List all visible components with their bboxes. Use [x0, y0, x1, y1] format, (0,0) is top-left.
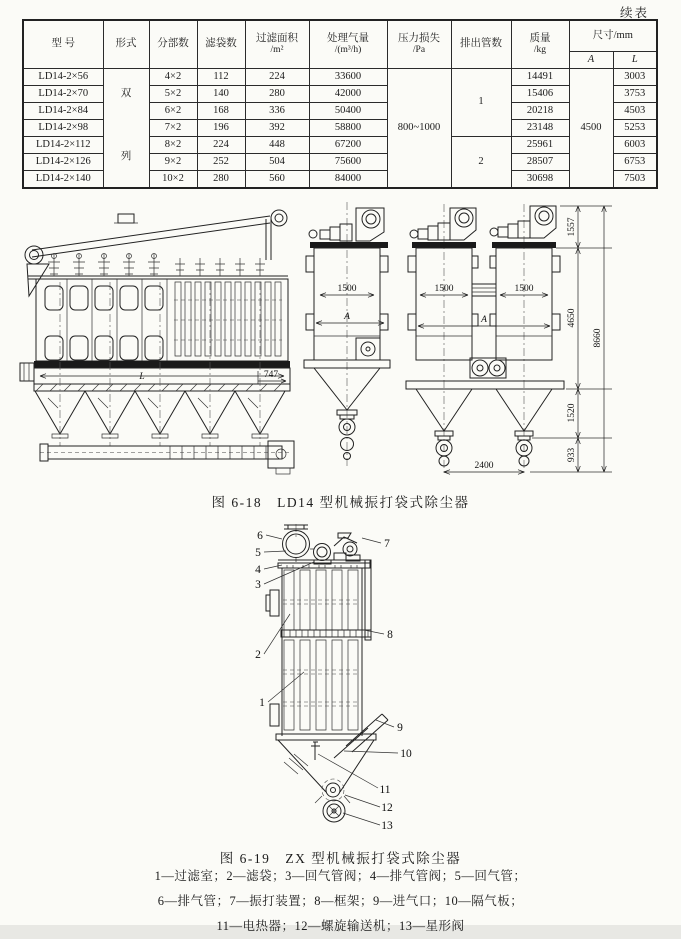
cell-dim-l: 6753 — [613, 154, 657, 171]
table-row — [23, 69, 657, 86]
part-label: 10 — [400, 748, 412, 760]
figure-618-drawing — [20, 198, 662, 490]
dimension-label: 1557 — [567, 217, 577, 237]
fig618-front-view — [304, 202, 390, 468]
cell-dim-l: 7503 — [613, 171, 657, 188]
legend-line: 11—电热器；12—螺旋输送机；13—星形阀 — [216, 919, 465, 933]
form-top: 双 — [120, 87, 132, 99]
dimension-label: A — [481, 315, 487, 325]
col-header-bags: 滤袋数 — [197, 20, 245, 69]
figure-619-legend — [0, 864, 681, 939]
cell-bags: 252 — [197, 154, 245, 171]
figure-619-drawing — [222, 524, 467, 846]
cell-volume: 42000 — [309, 86, 387, 103]
cell-dim-a: 4500 — [569, 69, 613, 188]
cell-bags: 168 — [197, 103, 245, 120]
cell-model: LD14-2×140 — [23, 171, 103, 188]
cell-volume: 84000 — [309, 171, 387, 188]
cell-dim-l: 4503 — [613, 103, 657, 120]
part-label: 11 — [379, 784, 391, 796]
cell-volume: 50400 — [309, 103, 387, 120]
cell-dim-l: 3753 — [613, 86, 657, 103]
cell-area: 224 — [245, 69, 309, 86]
dimension-label: 8660 — [593, 328, 603, 348]
cell-mass: 25961 — [511, 137, 569, 154]
col-header-area-unit: /m² — [270, 45, 284, 56]
cell-outlets-group2: 2 — [451, 137, 511, 188]
legend-line: 1—过滤室；2—滤袋；3—回气管阀；4—排气管阀；5—回气管； — [154, 869, 527, 883]
cell-volume: 67200 — [309, 137, 387, 154]
part-label: 6 — [257, 530, 263, 542]
cell-form — [103, 69, 149, 188]
part-label: 4 — [255, 564, 261, 576]
cell-mass: 20218 — [511, 103, 569, 120]
cell-sections: 9×2 — [149, 154, 197, 171]
part-label: 12 — [381, 802, 393, 814]
col-header-pressure-label: 压力损失 — [398, 33, 440, 44]
cell-dim-l: 6003 — [613, 137, 657, 154]
cell-mass: 30698 — [511, 171, 569, 188]
cell-area: 560 — [245, 171, 309, 188]
cell-area: 448 — [245, 137, 309, 154]
part-label: 2 — [255, 649, 261, 661]
dimension-label: 4650 — [567, 308, 577, 328]
dimension-label: 1500 — [337, 284, 357, 294]
col-header-area-label: 过滤面积 — [256, 33, 298, 44]
cell-mass: 28507 — [511, 154, 569, 171]
cell-bags: 140 — [197, 86, 245, 103]
cell-sections: 8×2 — [149, 137, 197, 154]
cell-model: LD14-2×56 — [23, 69, 103, 86]
fig618-double-view — [406, 204, 564, 474]
cell-volume: 58800 — [309, 120, 387, 137]
cell-bags: 196 — [197, 120, 245, 137]
cell-sections: 10×2 — [149, 171, 197, 188]
cell-model: LD14-2×126 — [23, 154, 103, 171]
cell-volume: 33600 — [309, 69, 387, 86]
part-label: 1 — [259, 697, 265, 709]
col-header-volume-label: 处理气量 — [327, 33, 369, 44]
cell-area: 336 — [245, 103, 309, 120]
cell-area: 280 — [245, 86, 309, 103]
part-label: 8 — [387, 629, 393, 641]
col-header-area — [245, 20, 309, 69]
cell-mass: 14491 — [511, 69, 569, 86]
cell-model: LD14-2×112 — [23, 137, 103, 154]
cell-pressure: 800~1000 — [387, 69, 451, 188]
cell-area: 504 — [245, 154, 309, 171]
dimension-label: 1520 — [567, 403, 577, 423]
dimension-label: 1500 — [434, 284, 454, 294]
cell-model: LD14-2×84 — [23, 103, 103, 120]
cell-mass: 15406 — [511, 86, 569, 103]
cell-model: LD14-2×98 — [23, 120, 103, 137]
figure-619-caption: 图 6-19 ZX 型机械振打袋式除尘器 — [219, 851, 462, 866]
figure-618-caption: 图 6-18 LD14 型机械振打袋式除尘器 — [211, 495, 470, 510]
col-header-volume — [309, 20, 387, 69]
cell-volume: 75600 — [309, 154, 387, 171]
col-header-dims: 尺寸/mm — [569, 20, 657, 52]
cell-dim-l: 3003 — [613, 69, 657, 86]
cell-bags: 112 — [197, 69, 245, 86]
col-header-mass-unit: /kg — [533, 45, 547, 56]
part-label: 7 — [384, 538, 390, 550]
fig618-side-view — [20, 210, 294, 474]
spec-table — [22, 19, 658, 189]
dimension-label: 747 — [263, 370, 279, 380]
col-header-pressure — [387, 20, 451, 69]
dimension-label: L — [139, 372, 145, 382]
part-label: 5 — [255, 547, 261, 559]
cell-mass: 23148 — [511, 120, 569, 137]
part-label: 9 — [397, 722, 403, 734]
fig619-body — [266, 524, 391, 822]
col-header-dim-l: L — [613, 52, 657, 69]
dimension-label: 1500 — [514, 284, 534, 294]
col-header-model: 型 号 — [23, 20, 103, 69]
cell-bags: 280 — [197, 171, 245, 188]
cell-bags: 224 — [197, 137, 245, 154]
col-header-sections: 分部数 — [149, 20, 197, 69]
col-header-dim-a: A — [569, 52, 613, 69]
col-header-mass — [511, 20, 569, 69]
fig619-part-labels — [255, 530, 412, 832]
cell-sections: 5×2 — [149, 86, 197, 103]
col-header-volume-unit: /(m³/h) — [334, 45, 362, 56]
table-continued-label: 续表 — [619, 6, 649, 20]
col-header-pressure-unit: /Pa — [412, 45, 426, 56]
form-bottom: 列 — [120, 151, 132, 163]
cell-dim-l: 5253 — [613, 120, 657, 137]
part-label: 3 — [255, 579, 261, 591]
col-header-mass-label: 质量 — [529, 33, 551, 44]
cell-outlets-group1: 1 — [451, 69, 511, 137]
part-label: 13 — [381, 820, 393, 832]
cell-model: LD14-2×70 — [23, 86, 103, 103]
legend-line: 6—排气管；7—振打装置；8—框架；9—进气口；10—隔气板； — [157, 894, 524, 908]
dimension-label: A — [344, 312, 350, 322]
cell-area: 392 — [245, 120, 309, 137]
dimension-label: 933 — [567, 447, 577, 463]
cell-sections: 6×2 — [149, 103, 197, 120]
cell-sections: 7×2 — [149, 120, 197, 137]
cell-sections: 4×2 — [149, 69, 197, 86]
dimension-label: 2400 — [474, 461, 494, 471]
col-header-outlets: 排出管数 — [451, 20, 511, 69]
col-header-form: 形式 — [103, 20, 149, 69]
